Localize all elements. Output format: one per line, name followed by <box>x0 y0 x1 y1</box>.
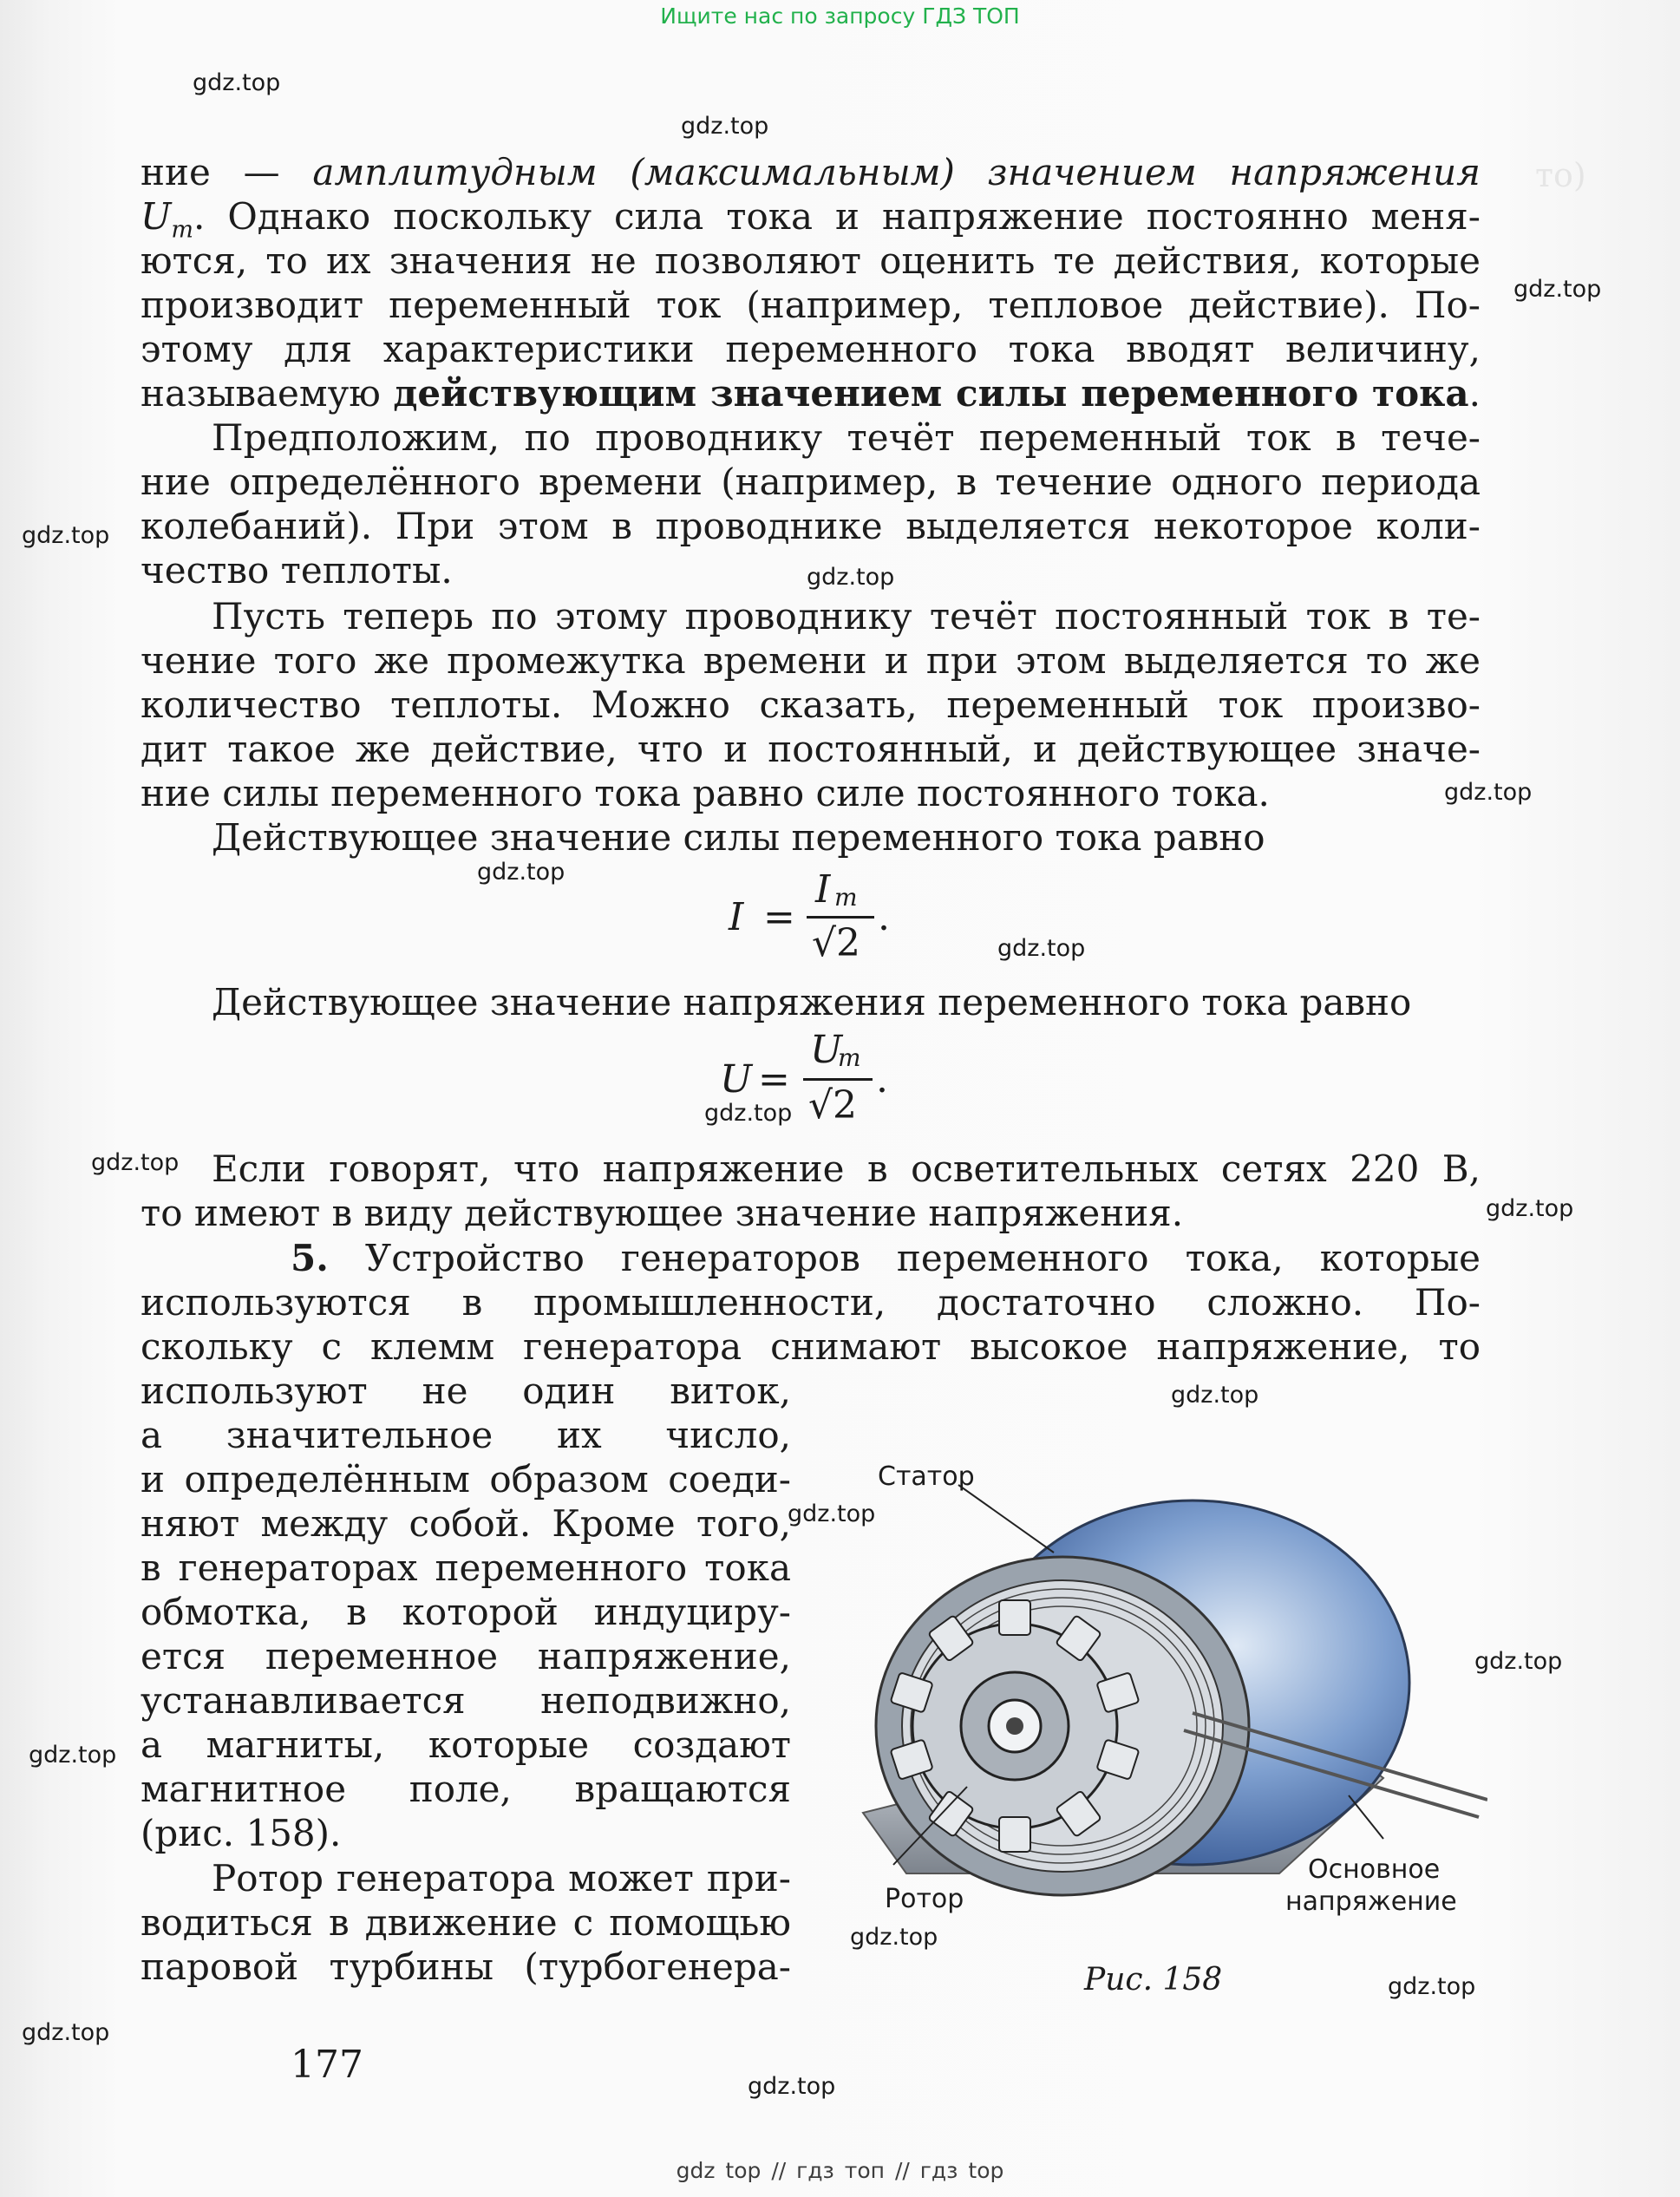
text-line: а значительное их число, <box>141 1414 791 1456</box>
text-line: дит такое же действие, что и постоянный, и действующее значе- <box>141 728 1481 770</box>
text-line: а магниты, которые создают <box>141 1723 791 1766</box>
text-line: называемую действующим значением силы переменного тока. <box>141 372 1481 415</box>
text-line: $U_m$. Однако поскольку сила тока и напряжение постоянно меня- <box>141 195 1481 244</box>
text-line: количество теплоты. Можно сказать, переменный ток произво- <box>141 683 1481 726</box>
text-line: колебаний). При этом в проводнике выделяется некоторое коли- <box>141 505 1481 547</box>
watermark: gdz.top <box>704 1100 793 1127</box>
text-line: то имеют в виду действующее значение напряжения. <box>141 1192 1184 1234</box>
label-rotor: Ротор <box>885 1884 964 1914</box>
text-line: ется переменное напряжение, <box>141 1635 791 1677</box>
text-line: Предположим, по проводнику течёт переменный ток в тече- <box>212 416 1481 459</box>
text-line: Действующее значение силы переменного тока равно <box>212 816 1265 859</box>
text-line: устанавливается неподвижно, <box>141 1679 791 1722</box>
text-line: используют не один виток, <box>141 1370 791 1412</box>
text-line: 5. Устройство генераторов переменного тока, которые <box>291 1237 1481 1279</box>
text-line: обмотка, в которой индуциру- <box>141 1591 791 1633</box>
figure-caption: Рис. 158 <box>1084 1962 1223 1998</box>
text-line: ние силы переменного тока равно силе постоянного тока. <box>141 772 1270 814</box>
watermark: gdz.top <box>681 113 769 140</box>
generator-figure <box>828 1466 1487 1908</box>
page-number: 177 <box>291 2043 363 2087</box>
text-line: в генераторах переменного тока <box>141 1546 791 1589</box>
watermark: gdz.top <box>193 69 281 96</box>
bleed-through: то) <box>1535 156 1586 194</box>
text-line: скольку с клемм генератора снимают высокое напряжение, то <box>141 1325 1481 1368</box>
watermark: gdz.top <box>477 859 565 886</box>
text-line: паровой турбины (турбогенера- <box>141 1945 791 1988</box>
text-line: магнитное поле, вращаются <box>141 1768 791 1810</box>
watermark: gdz.top <box>748 2073 836 2100</box>
watermark: gdz.top <box>807 564 895 591</box>
watermark: gdz.top <box>91 1149 180 1176</box>
text-line: ние определённого времени (например, в течение одного периода <box>141 461 1481 503</box>
watermark: gdz.top <box>22 522 110 549</box>
watermark: gdz.top <box>29 1742 117 1769</box>
text-line: производит переменный ток (например, тепловое действие). По- <box>141 284 1481 326</box>
text-line: (рис. 158). <box>141 1812 342 1854</box>
text-line: чение того же промежутка времени и при этом выделяется то же <box>141 639 1481 682</box>
text-line: чество теплоты. <box>141 549 453 592</box>
watermark: gdz.top <box>1513 276 1602 303</box>
watermark: gdz.top <box>1486 1195 1574 1222</box>
text-line: ние — амплитудным (максимальным) значением напряжения <box>141 151 1481 193</box>
formula-current: I = I m √2 . <box>729 867 890 965</box>
watermark: gdz.top <box>1388 1973 1476 2000</box>
label-stator: Статор <box>878 1461 975 1492</box>
text-line: Пусть теперь по этому проводнику течёт постоянный ток в те- <box>212 595 1481 638</box>
watermark: gdz.top <box>22 2019 110 2046</box>
watermark: gdz.top <box>788 1501 876 1527</box>
text-line: Ротор генератора может при- <box>212 1857 791 1899</box>
watermark: gdz.top <box>1171 1382 1259 1409</box>
text-line: водиться в движение с помощью <box>141 1901 791 1944</box>
watermark: gdz.top <box>1444 779 1533 806</box>
text-line: используются в промышленности, достаточно сложно. По- <box>141 1281 1481 1324</box>
text-line: Действующее значение напряжения переменного тока равно <box>212 981 1412 1023</box>
text-line: няют между собой. Кроме того, <box>141 1502 791 1545</box>
watermark: gdz.top <box>1474 1648 1563 1675</box>
top-banner[interactable]: Ищите нас по запросу ГДЗ ТОП <box>660 3 1020 29</box>
text-line: Если говорят, что напряжение в осветительных сетях 220 В, <box>212 1148 1481 1190</box>
text-line: и определённым образом соеди- <box>141 1458 791 1501</box>
watermark: gdz.top <box>997 935 1086 962</box>
watermark: gdz.top <box>850 1924 938 1951</box>
text-line: этому для характеристики переменного тока вводят величину, <box>141 328 1481 370</box>
text-line: ются, то их значения не позволяют оценить те действия, которые <box>141 239 1481 282</box>
footer-links[interactable]: gdz top // гдз топ // гдз top <box>676 2158 1004 2183</box>
formula-voltage: U = U m √2 . <box>720 1028 888 1128</box>
label-voltage-line1: Основное <box>1308 1854 1441 1885</box>
label-voltage-line2: напряжение <box>1285 1886 1457 1917</box>
